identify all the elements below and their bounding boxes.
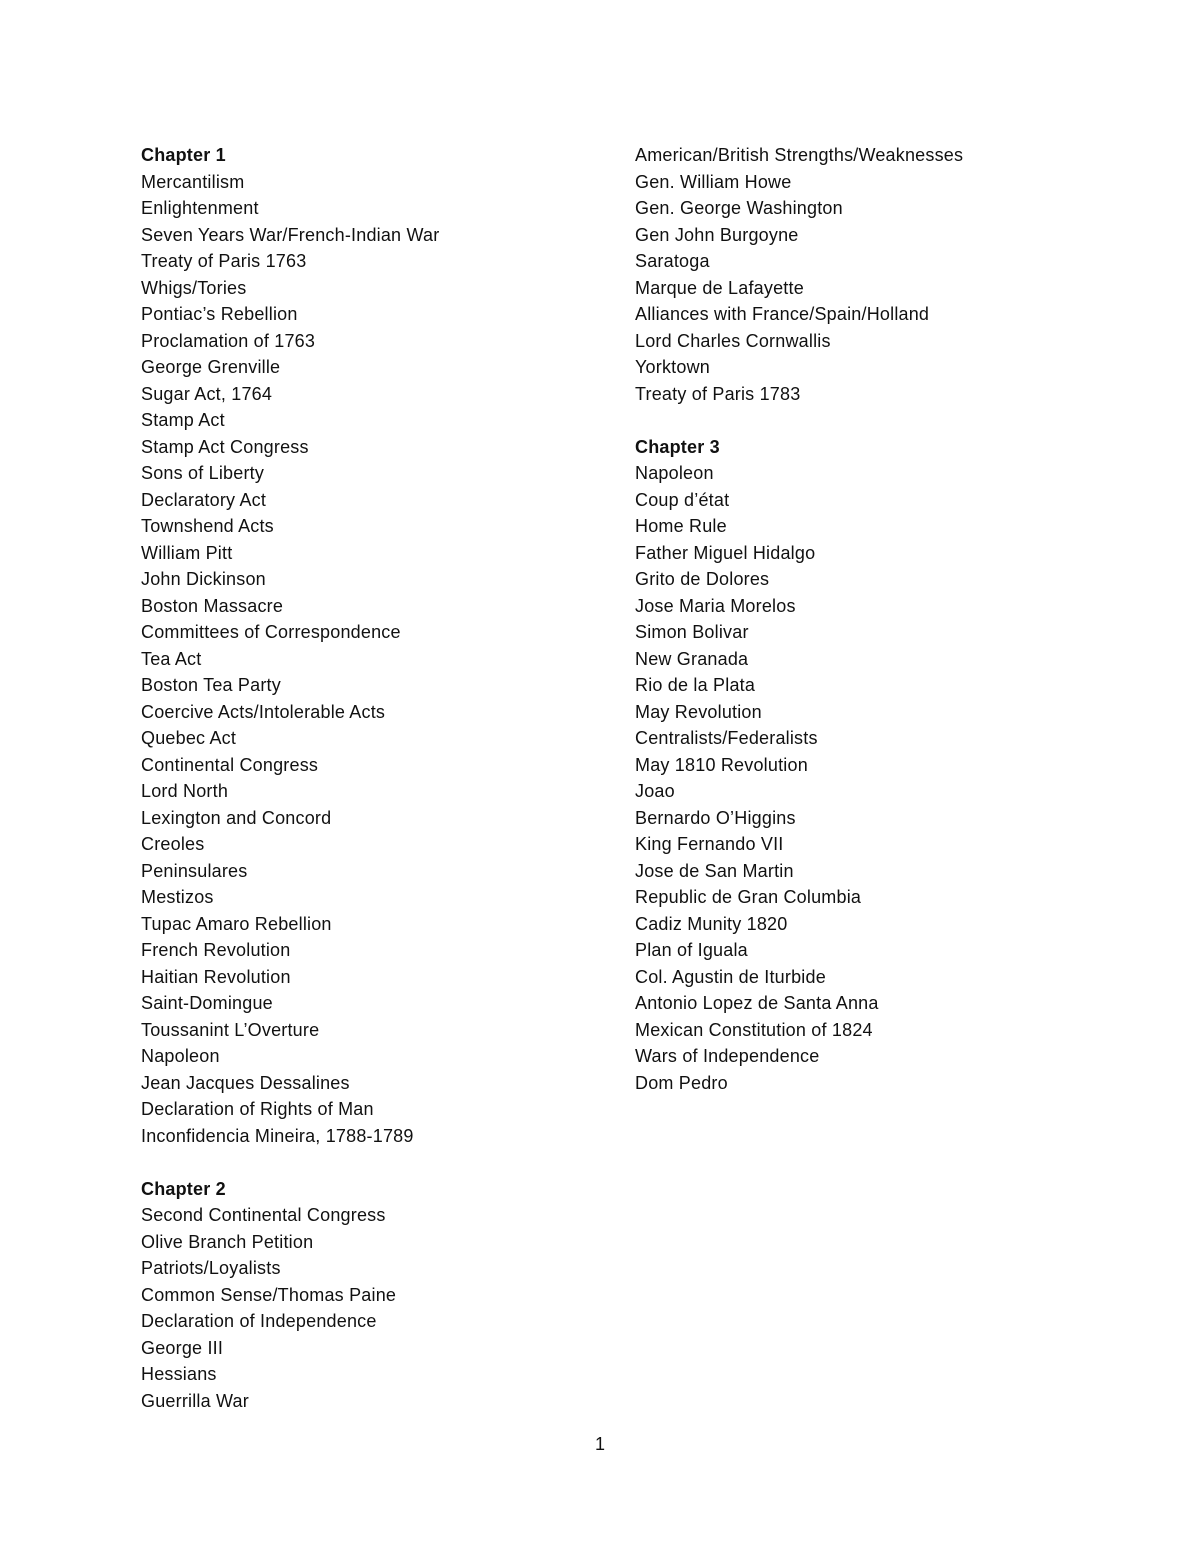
term-item: Home Rule — [635, 516, 727, 536]
term-item: New Granada — [635, 648, 749, 669]
term-item: Antonio Lopez de Santa Anna — [635, 993, 879, 1013]
term-item: Napoleon — [141, 1046, 220, 1066]
term-item: American/British Strengths/Weaknesses — [635, 145, 964, 165]
term-item: Joao — [635, 781, 675, 801]
term-list — [635, 142, 1155, 407]
term-list — [635, 460, 1155, 1096]
term-item: Jose de San Martin — [635, 860, 794, 881]
page-number: 1 — [594, 1434, 605, 1454]
term-item: Pontiac’s Rebellion — [141, 304, 298, 324]
term-item: Dom Pedro — [635, 1072, 728, 1093]
term-item: Republic de Gran Columbia — [635, 887, 862, 907]
term-item: Enlightenment — [141, 198, 259, 218]
term-item: May Revolution — [635, 701, 762, 722]
term-item: Centralists/Federalists — [635, 728, 818, 748]
term-item: Quebec Act — [141, 728, 237, 748]
left-column — [141, 142, 601, 1414]
term-item: Wars of Independence — [635, 1046, 820, 1066]
term-item: Townshend Acts — [141, 516, 274, 536]
term-item: Treaty of Paris 1783 — [635, 383, 801, 404]
term-item: Coup d’état — [635, 489, 730, 510]
term-item: Gen. George Washington — [635, 198, 843, 218]
term-item: George Grenville — [141, 357, 281, 377]
term-item: Plan of Iguala — [635, 940, 748, 960]
term-item: Marque de Lafayette — [635, 277, 804, 298]
term-item: Jean Jacques Dessalines — [141, 1072, 350, 1093]
term-item: Grito de Dolores — [635, 569, 770, 589]
term-item: Stamp Act Congress — [141, 436, 309, 457]
term-item: Seven Years War/French-Indian War — [141, 224, 440, 245]
term-item: Olive Branch Petition — [141, 1231, 314, 1252]
right-column — [635, 142, 1155, 1096]
term-item: Continental Congress — [141, 754, 319, 775]
term-item: Declaration of Rights of Man — [141, 1099, 374, 1119]
term-item: Common Sense/Thomas Paine — [141, 1284, 397, 1305]
term-item: Father Miguel Hidalgo — [635, 542, 816, 563]
term-item: John Dickinson — [141, 569, 266, 589]
term-item: Simon Bolivar — [635, 622, 749, 642]
term-item: Mexican Constitution of 1824 — [635, 1019, 873, 1040]
chapter-heading: Chapter 2 — [141, 1178, 226, 1199]
term-list — [141, 169, 601, 1150]
term-item: Saratoga — [635, 251, 710, 271]
term-item: Second Continental Congress — [141, 1205, 386, 1225]
term-item: William Pitt — [141, 542, 233, 563]
term-item: Stamp Act — [141, 410, 225, 430]
term-item: Mercantilism — [141, 171, 245, 192]
term-item: Creoles — [141, 834, 205, 854]
term-item: Gen. William Howe — [635, 171, 792, 192]
term-item: Lord North — [141, 781, 229, 801]
term-section — [141, 142, 601, 1149]
term-section — [635, 434, 1155, 1097]
term-item: Napoleon — [635, 463, 714, 483]
term-item: King Fernando VII — [635, 834, 784, 854]
term-item: Tea Act — [141, 648, 202, 669]
term-item: Declaration of Independence — [141, 1311, 377, 1331]
term-item: Sugar Act, 1764 — [141, 383, 273, 404]
term-item: Boston Massacre — [141, 595, 284, 616]
term-item: Hessians — [141, 1364, 217, 1384]
term-item: Haitian Revolution — [141, 966, 291, 987]
term-item: Proclamation of 1763 — [141, 330, 316, 351]
term-item: Inconfidencia Mineira, 1788-1789 — [141, 1125, 414, 1146]
term-item: Cadiz Munity 1820 — [635, 913, 788, 934]
term-item: Treaty of Paris 1763 — [141, 251, 307, 271]
term-item: George III — [141, 1337, 224, 1358]
term-item: Lord Charles Cornwallis — [635, 330, 831, 351]
term-item: Tupac Amaro Rebellion — [141, 913, 332, 934]
chapter-heading: Chapter 3 — [635, 436, 720, 457]
term-item: French Revolution — [141, 940, 291, 960]
term-item: Jose Maria Morelos — [635, 595, 796, 616]
term-section — [141, 1176, 601, 1415]
term-item: Rio de la Plata — [635, 675, 756, 695]
term-item: Bernardo O’Higgins — [635, 807, 796, 828]
term-item: Alliances with France/Spain/Holland — [635, 304, 930, 324]
term-section — [635, 142, 1155, 407]
chapter-heading: Chapter 1 — [141, 145, 226, 165]
term-item: May 1810 Revolution — [635, 754, 808, 775]
term-item: Whigs/Tories — [141, 277, 247, 298]
term-item: Declaratory Act — [141, 489, 267, 510]
term-item: Coercive Acts/Intolerable Acts — [141, 701, 386, 722]
term-item: Lexington and Concord — [141, 807, 332, 828]
term-item: Boston Tea Party — [141, 675, 281, 695]
term-item: Yorktown — [635, 357, 710, 377]
term-list — [141, 1202, 601, 1414]
term-item: Col. Agustin de Iturbide — [635, 966, 826, 987]
term-item: Guerrilla War — [141, 1390, 249, 1411]
term-item: Committees of Correspondence — [141, 622, 401, 642]
term-item: Sons of Liberty — [141, 463, 265, 483]
term-item: Toussanint L’Overture — [141, 1019, 320, 1040]
term-item: Patriots/Loyalists — [141, 1258, 281, 1278]
term-item: Peninsulares — [141, 860, 248, 881]
term-item: Mestizos — [141, 887, 214, 907]
term-item: Gen John Burgoyne — [635, 224, 799, 245]
term-item: Saint-Domingue — [141, 993, 273, 1013]
